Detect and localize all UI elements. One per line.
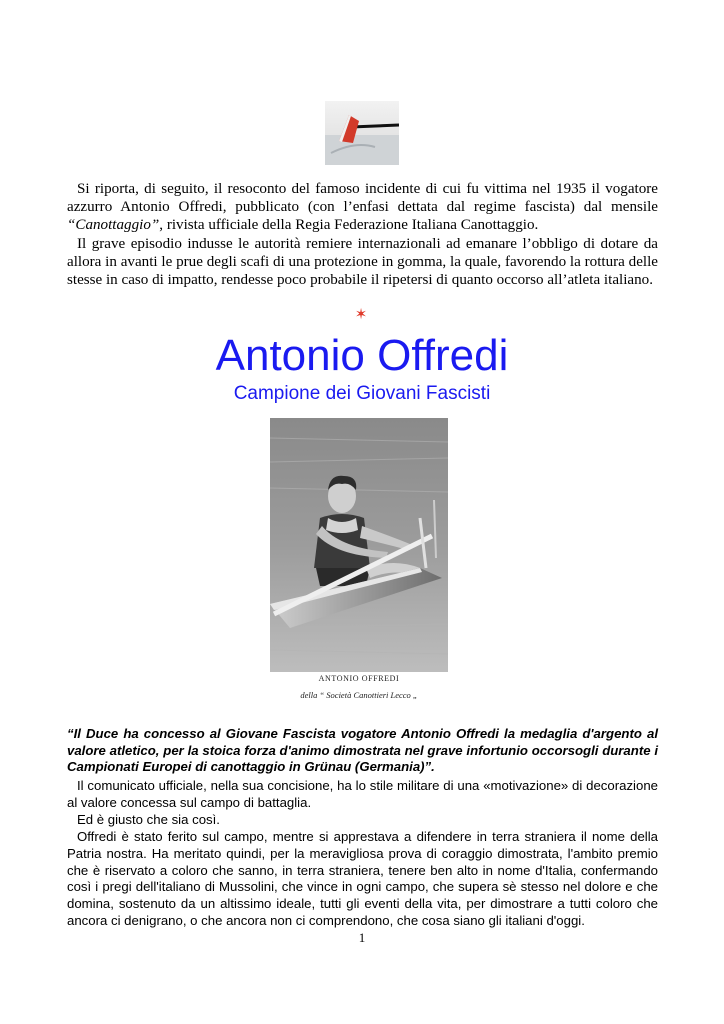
intro-paragraph-1: Si riporta, di seguito, il resoconto del famoso incidente di cui fu vittima nel 1935 il vogatore azzurro Antonio Offredi, pubblicato (con l’enfasi dettata dal regime fascista) dal mensile “Canottaggio”, rivista ufficiale della Regia Federazione Italiana Canottaggio. [67, 181, 658, 234]
intro-paragraph-2: Il grave episodio indusse le autorità remiere internazionali ad emanare l’obbligo di dotare da allora in avanti le prue degli scafi di una protezione in gomma, la quale, favorendo la rottura delle stesse in caso di impatto, rendesse poco probabile il ripetersi di quanto occorso all’atleta italiano. [67, 235, 658, 289]
rower-photograph [270, 418, 448, 710]
photo-caption-club: della “ Società Canottieri Lecco „ [300, 690, 418, 700]
photo-caption-name: ANTONIO OFFREDI [318, 674, 400, 683]
duce-quote: “Il Duce ha concesso al Giovane Fascista vogatore Antonio Offredi la medaglia d'argento al valore atletico, per la stoica forza d'animo dimostrata nel grave infortunio occorsogli durante i Campionati Europei di canottaggio in Grünau (Germania)”. [67, 726, 658, 775]
article-subtitle: Campione dei Giovani Fascisti [233, 383, 491, 404]
body-paragraph-2: Ed è giusto che sia così. [77, 811, 220, 827]
page-number: 1 [358, 930, 366, 945]
article-title: Antonio Offredi [215, 331, 509, 380]
intro-text [67, 180, 658, 289]
star-ornament-icon: ✶ [354, 307, 368, 323]
rowing-oar-logo [325, 101, 399, 165]
body-paragraph-3: Offredi è stato ferito sul campo, mentre si apprestava a difendere in terra straniera il nome della Patria nostra. Ha meritato quindi, per la meravigliosa prova di coraggio dimostrata, l'ambito premio che è riservato a coloro che sanno, in terra straniera, tenere ben alto in nome d'Italia, confermando così i pregi dell'italiano di Mussolini, che vince in ogni campo, che supera sè stesso nel dolore e che domina, sostenuto da un altissimo ideale, tutti gli eventi della vita, per dimostrare a tutti coloro che ancora ci denigrano, o che ancora non ci comprendono, che cosa siano gli italiani d'oggi. [67, 828, 658, 929]
magazine-title: “Canottaggio” [67, 217, 160, 234]
article-body [67, 778, 658, 930]
body-paragraph-1: Il comunicato ufficiale, nella sua concisione, ha lo stile militare di una «motivazione» di decorazione al valore concessa sul campo di battaglia. [67, 778, 658, 810]
